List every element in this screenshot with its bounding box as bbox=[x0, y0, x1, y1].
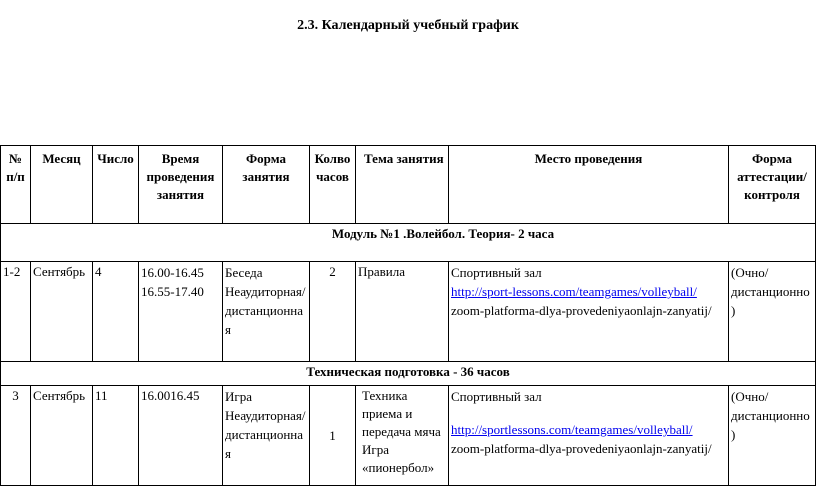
cell-hours bbox=[310, 386, 356, 486]
cell-time-2: 16.55-17.40 bbox=[141, 284, 204, 299]
cell-time: 16.0016.45 bbox=[139, 386, 223, 486]
cell-control: (Очно/дистанционно) bbox=[729, 386, 816, 486]
cell-place bbox=[449, 262, 729, 362]
cell-place-text: Спортивный зал bbox=[451, 389, 542, 404]
cell-place-tail: zoom-platforma-dlya-provedeniyaonlajn-zanyatij/ bbox=[451, 441, 712, 456]
header-day: Число bbox=[93, 146, 139, 224]
header-month: Месяц bbox=[31, 146, 93, 224]
header-time: Время проведения занятия bbox=[139, 146, 223, 224]
header-control: Форма аттестации/ контроля bbox=[729, 146, 816, 224]
cell-place bbox=[449, 386, 729, 486]
cell-place-tail: zoom-platforma-dlya-provedeniyaonlajn-zanyatij/ bbox=[451, 303, 712, 318]
cell-topic: Техника приема и передача мяча Игра «пионербол» bbox=[356, 386, 449, 486]
cell-day: 4 bbox=[93, 262, 139, 362]
cell-num: 3 bbox=[1, 386, 31, 486]
header-topic: Тема занятия bbox=[356, 146, 449, 224]
header-row bbox=[1, 146, 816, 224]
section-row bbox=[1, 362, 816, 386]
header-form: Форма занятия bbox=[223, 146, 310, 224]
volleyball-link[interactable]: http://sportlessons.com/teamgames/volleyball/ bbox=[451, 422, 693, 437]
cell-hours: 2 bbox=[310, 262, 356, 362]
section-module1-text: Модуль №1 .Волейбол. Теория- 2 часа bbox=[331, 226, 555, 241]
cell-time-1: 16.00-16.45 bbox=[141, 265, 204, 280]
volleyball-link[interactable]: http://sport-lessons.com/teamgames/volleyball/ bbox=[451, 284, 697, 299]
section-title-module1 bbox=[1, 224, 816, 262]
cell-num: 1-2 bbox=[1, 262, 31, 362]
cell-place-text: Спортивный зал bbox=[451, 265, 542, 280]
cell-time bbox=[139, 262, 223, 362]
section-title-technique: Техническая подготовка - 36 часов bbox=[1, 362, 816, 386]
header-hours: Колво часов bbox=[310, 146, 356, 224]
cell-form: Беседа Неаудиторная/дистанционная bbox=[223, 262, 310, 362]
table-row bbox=[1, 262, 816, 362]
schedule-table bbox=[0, 145, 816, 486]
cell-control: (Очно/дистанционно) bbox=[729, 262, 816, 362]
section-row bbox=[1, 224, 816, 262]
cell-topic: Правила bbox=[356, 262, 449, 362]
document-title: 2.3. Календарный учебный график bbox=[297, 18, 519, 33]
header-num: № п/п bbox=[1, 146, 31, 224]
cell-hours-value: 1 bbox=[329, 427, 336, 443]
table-row bbox=[1, 386, 816, 486]
cell-month: Сентябрь bbox=[31, 386, 93, 486]
cell-day: 11 bbox=[93, 386, 139, 486]
cell-form: Игра Неаудиторная/дистанционная bbox=[223, 386, 310, 486]
header-place: Место проведения bbox=[449, 146, 729, 224]
cell-month: Сентябрь bbox=[31, 262, 93, 362]
